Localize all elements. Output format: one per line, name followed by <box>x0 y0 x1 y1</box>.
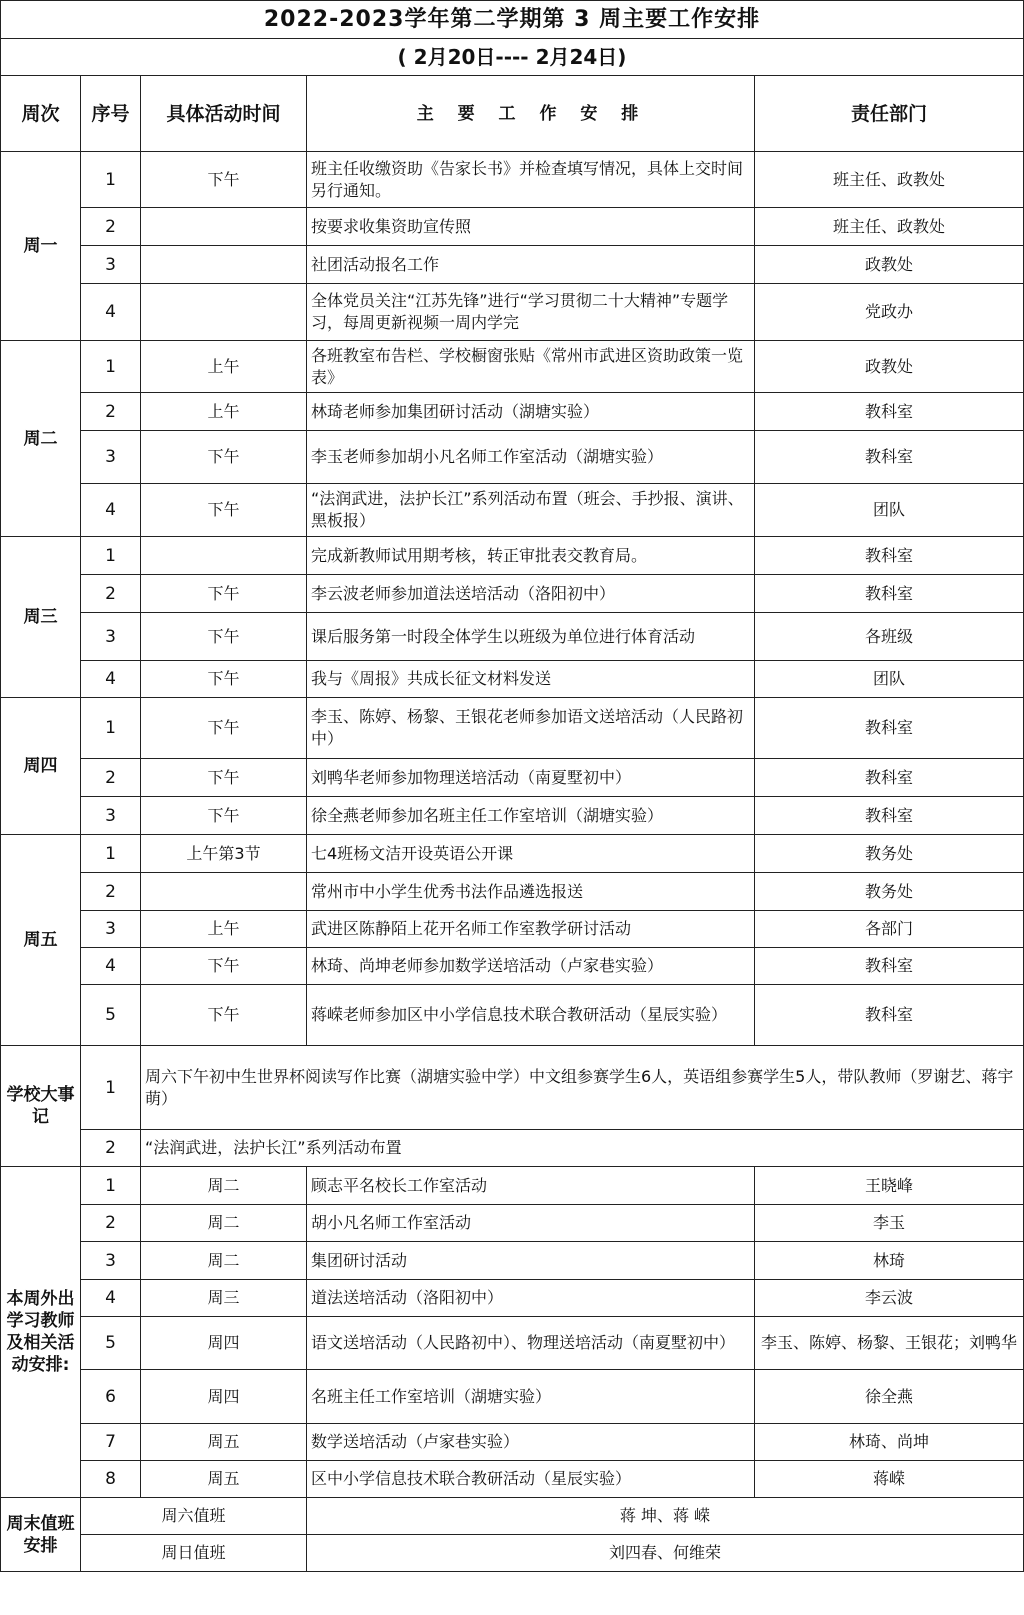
time-cell <box>141 208 307 246</box>
table-row <box>1 484 1024 537</box>
seq-cell: 6 <box>81 1370 141 1424</box>
external-row <box>1 1280 1024 1317</box>
date-row <box>1 39 1024 76</box>
seq-cell: 3 <box>81 911 141 948</box>
person-cell: 蒋嵘 <box>755 1461 1024 1498</box>
task-cell: 徐全燕老师参加名班主任工作室培训（湖塘实验） <box>307 797 755 835</box>
dept-cell: 教科室 <box>755 575 1024 613</box>
task-cell: 李玉、陈婷、杨黎、王银花老师参加语文送培活动（人民路初中） <box>307 698 755 759</box>
table-row <box>1 152 1024 208</box>
activity-cell: 集团研讨活动 <box>307 1242 755 1280</box>
duty-people: 蒋 坤、蒋 嵘 <box>307 1498 1024 1535</box>
person-cell: 王晓峰 <box>755 1167 1024 1205</box>
table-row <box>1 948 1024 985</box>
seq-cell: 1 <box>81 1046 141 1130</box>
event-text: “法润武进，法护长江”系列活动布置 <box>141 1130 1024 1167</box>
activity-cell: 数学送培活动（卢家巷实验） <box>307 1424 755 1461</box>
seq-cell: 1 <box>81 698 141 759</box>
task-cell: 课后服务第一时段全体学生以班级为单位进行体育活动 <box>307 613 755 661</box>
table-row <box>1 393 1024 431</box>
table-row <box>1 613 1024 661</box>
event-row <box>1 1130 1024 1167</box>
seq-cell: 4 <box>81 661 141 698</box>
activity-cell: 区中小学信息技术联合教研活动（星辰实验） <box>307 1461 755 1498</box>
seq-cell: 3 <box>81 246 141 284</box>
table-row <box>1 575 1024 613</box>
dept-cell: 教科室 <box>755 698 1024 759</box>
seq-cell: 2 <box>81 873 141 911</box>
time-cell: 下午 <box>141 431 307 484</box>
seq-cell: 3 <box>81 613 141 661</box>
seq-cell: 1 <box>81 835 141 873</box>
day-label: 周五 <box>1 835 81 1046</box>
person-cell: 李云波 <box>755 1280 1024 1317</box>
person-cell: 徐全燕 <box>755 1370 1024 1424</box>
seq-cell: 5 <box>81 1317 141 1370</box>
seq-cell: 4 <box>81 484 141 537</box>
weekday-cell: 周三 <box>141 1280 307 1317</box>
table-row <box>1 873 1024 911</box>
activity-cell: 名班主任工作室培训（湖塘实验） <box>307 1370 755 1424</box>
task-cell: 常州市中小学生优秀书法作品遴选报送 <box>307 873 755 911</box>
seq-cell: 4 <box>81 948 141 985</box>
header-seq: 序号 <box>81 76 141 152</box>
time-cell: 上午 <box>141 341 307 393</box>
external-row <box>1 1167 1024 1205</box>
person-cell: 李玉 <box>755 1205 1024 1242</box>
person-cell: 林琦、尚坤 <box>755 1424 1024 1461</box>
dept-cell: 教科室 <box>755 431 1024 484</box>
table-row <box>1 835 1024 873</box>
time-cell: 下午 <box>141 661 307 698</box>
time-cell: 下午 <box>141 575 307 613</box>
duty-day: 周六值班 <box>81 1498 307 1535</box>
dept-cell: 党政办 <box>755 284 1024 341</box>
seq-cell: 1 <box>81 537 141 575</box>
dept-cell: 班主任、政教处 <box>755 208 1024 246</box>
header-time: 具体活动时间 <box>141 76 307 152</box>
event-text: 周六下午初中生世界杯阅读写作比赛（湖塘实验中学）中文组参赛学生6人，英语组参赛学生5人，带队教师（罗谢艺、蒋宇萌） <box>141 1046 1024 1130</box>
external-study-label: 本周外出学习教师及相关活动安排: <box>1 1167 81 1498</box>
dept-cell: 各班级 <box>755 613 1024 661</box>
seq-cell: 4 <box>81 284 141 341</box>
day-label: 周一 <box>1 152 81 341</box>
table-row <box>1 985 1024 1046</box>
weekday-cell: 周四 <box>141 1317 307 1370</box>
time-cell: 下午 <box>141 613 307 661</box>
document-title: 2022-2023学年第二学期第 3 周主要工作安排 <box>1 1 1024 39</box>
time-cell: 上午第3节 <box>141 835 307 873</box>
seq-cell: 2 <box>81 1205 141 1242</box>
day-label: 周二 <box>1 341 81 537</box>
task-cell: 完成新教师试用期考核，转正审批表交教育局。 <box>307 537 755 575</box>
task-cell: 七4班杨文洁开设英语公开课 <box>307 835 755 873</box>
seq-cell: 7 <box>81 1424 141 1461</box>
time-cell: 下午 <box>141 698 307 759</box>
seq-cell: 1 <box>81 1167 141 1205</box>
task-cell: 蒋嵘老师参加区中小学信息技术联合教研活动（星辰实验） <box>307 985 755 1046</box>
activity-cell: 语文送培活动（人民路初中）、物理送培活动（南夏墅初中） <box>307 1317 755 1370</box>
task-cell: 林琦、尚坤老师参加数学送培活动（卢家巷实验） <box>307 948 755 985</box>
time-cell: 下午 <box>141 797 307 835</box>
seq-cell: 3 <box>81 1242 141 1280</box>
date-range: ( 2月20日---- 2月24日) <box>1 39 1024 76</box>
time-cell <box>141 873 307 911</box>
dept-cell: 团队 <box>755 484 1024 537</box>
external-row <box>1 1242 1024 1280</box>
dept-cell: 班主任、政教处 <box>755 152 1024 208</box>
duty-day: 周日值班 <box>81 1535 307 1572</box>
table-row <box>1 246 1024 284</box>
task-cell: 社团活动报名工作 <box>307 246 755 284</box>
task-cell: 全体党员关注“江苏先锋”进行“学习贯彻二十大精神”专题学习，每周更新视频一周内学完 <box>307 284 755 341</box>
time-cell: 上午 <box>141 911 307 948</box>
time-cell <box>141 537 307 575</box>
time-cell: 下午 <box>141 759 307 797</box>
task-cell: 林琦老师参加集团研讨活动（湖塘实验） <box>307 393 755 431</box>
person-cell: 李玉、陈婷、杨黎、王银花；刘鸭华 <box>755 1317 1024 1370</box>
dept-cell: 教科室 <box>755 948 1024 985</box>
table-row <box>1 698 1024 759</box>
day-label: 周三 <box>1 537 81 698</box>
seq-cell: 5 <box>81 985 141 1046</box>
weekday-cell: 周四 <box>141 1370 307 1424</box>
seq-cell: 2 <box>81 759 141 797</box>
dept-cell: 各部门 <box>755 911 1024 948</box>
title-row <box>1 1 1024 39</box>
dept-cell: 教科室 <box>755 393 1024 431</box>
task-cell: “法润武进，法护长江”系列活动布置（班会、手抄报、演讲、黑板报） <box>307 484 755 537</box>
weekday-cell: 周二 <box>141 1167 307 1205</box>
dept-cell: 教科室 <box>755 537 1024 575</box>
table-row <box>1 284 1024 341</box>
dept-cell: 教科室 <box>755 759 1024 797</box>
dept-cell: 政教处 <box>755 341 1024 393</box>
event-row <box>1 1046 1024 1130</box>
time-cell <box>141 284 307 341</box>
activity-cell: 胡小凡名师工作室活动 <box>307 1205 755 1242</box>
weekend-duty-label: 周末值班安排 <box>1 1498 81 1572</box>
dept-cell: 教务处 <box>755 835 1024 873</box>
activity-cell: 道法送培活动（洛阳初中） <box>307 1280 755 1317</box>
seq-cell: 3 <box>81 431 141 484</box>
time-cell: 下午 <box>141 152 307 208</box>
seq-cell: 3 <box>81 797 141 835</box>
day-label: 周四 <box>1 698 81 835</box>
dept-cell: 教务处 <box>755 873 1024 911</box>
seq-cell: 4 <box>81 1280 141 1317</box>
dept-cell: 团队 <box>755 661 1024 698</box>
time-cell: 下午 <box>141 948 307 985</box>
weekday-cell: 周二 <box>141 1205 307 1242</box>
weekend-row <box>1 1535 1024 1572</box>
external-row <box>1 1424 1024 1461</box>
task-cell: 刘鸭华老师参加物理送培活动（南夏墅初中） <box>307 759 755 797</box>
dept-cell: 教科室 <box>755 985 1024 1046</box>
duty-people: 刘四春、何维荣 <box>307 1535 1024 1572</box>
table-row <box>1 759 1024 797</box>
time-cell: 下午 <box>141 484 307 537</box>
seq-cell: 1 <box>81 152 141 208</box>
activity-cell: 顾志平名校长工作室活动 <box>307 1167 755 1205</box>
seq-cell: 2 <box>81 1130 141 1167</box>
external-row <box>1 1317 1024 1370</box>
dept-cell: 教科室 <box>755 797 1024 835</box>
header-row <box>1 76 1024 152</box>
table-row <box>1 911 1024 948</box>
weekday-cell: 周五 <box>141 1461 307 1498</box>
task-cell: 各班教室布告栏、学校橱窗张贴《常州市武进区资助政策一览表》 <box>307 341 755 393</box>
header-day: 周次 <box>1 76 81 152</box>
seq-cell: 2 <box>81 393 141 431</box>
time-cell: 下午 <box>141 985 307 1046</box>
table-row <box>1 431 1024 484</box>
table-row <box>1 341 1024 393</box>
weekday-cell: 周二 <box>141 1242 307 1280</box>
task-cell: 我与《周报》共成长征文材料发送 <box>307 661 755 698</box>
time-cell: 上午 <box>141 393 307 431</box>
table-row <box>1 537 1024 575</box>
major-events-label: 学校大事记 <box>1 1046 81 1167</box>
external-row <box>1 1205 1024 1242</box>
seq-cell: 1 <box>81 341 141 393</box>
table-row <box>1 661 1024 698</box>
person-cell: 林琦 <box>755 1242 1024 1280</box>
table-row <box>1 208 1024 246</box>
external-row <box>1 1461 1024 1498</box>
header-arrangement: 主 要 工 作 安 排 <box>307 76 755 152</box>
task-cell: 李玉老师参加胡小凡名师工作室活动（湖塘实验） <box>307 431 755 484</box>
task-cell: 李云波老师参加道法送培活动（洛阳初中） <box>307 575 755 613</box>
seq-cell: 2 <box>81 575 141 613</box>
seq-cell: 2 <box>81 208 141 246</box>
weekend-row <box>1 1498 1024 1535</box>
header-dept: 责任部门 <box>755 76 1024 152</box>
weekday-cell: 周五 <box>141 1424 307 1461</box>
external-row <box>1 1370 1024 1424</box>
task-cell: 按要求收集资助宣传照 <box>307 208 755 246</box>
time-cell <box>141 246 307 284</box>
seq-cell: 8 <box>81 1461 141 1498</box>
dept-cell: 政教处 <box>755 246 1024 284</box>
task-cell: 武进区陈静陌上花开名师工作室教学研讨活动 <box>307 911 755 948</box>
task-cell: 班主任收缴资助《告家长书》并检查填写情况，具体上交时间另行通知。 <box>307 152 755 208</box>
table-row <box>1 797 1024 835</box>
